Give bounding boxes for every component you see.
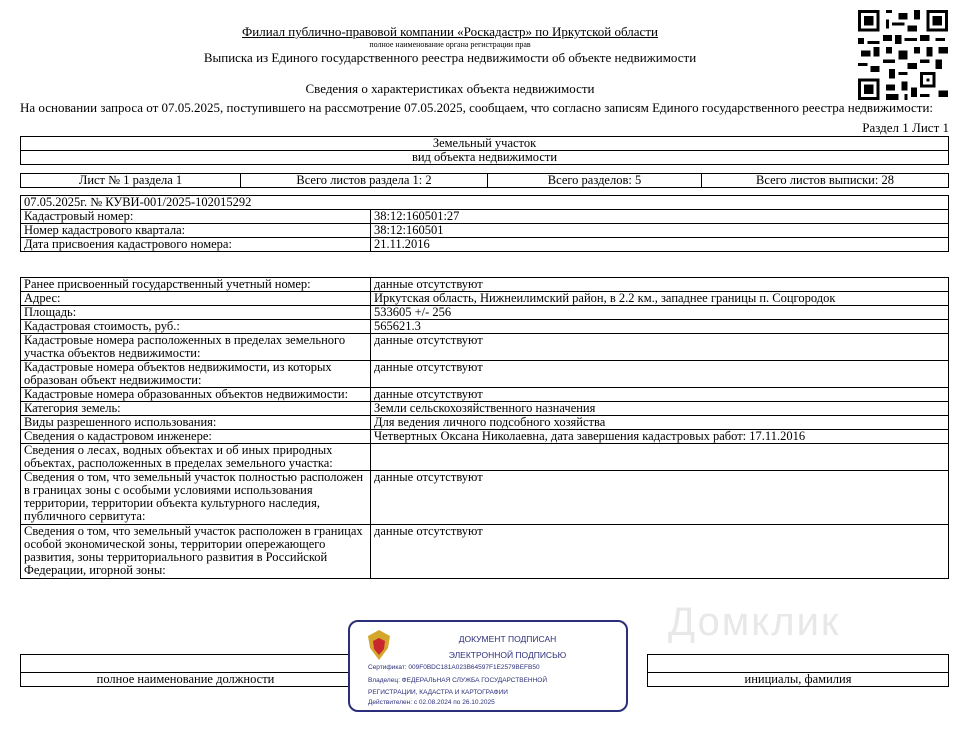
row-label: Сведения о кадастровом инженере: — [21, 430, 371, 444]
stamp-cert: Сертификат: 009F0BDC181A023B64597F1E2579BEFB50 — [368, 664, 540, 671]
qr-code — [858, 10, 948, 100]
name-caption: инициалы, фамилия — [648, 673, 949, 687]
section-title: Сведения о характеристиках объекта недвижимости — [305, 81, 595, 96]
stamp-owner2: РЕГИСТРАЦИИ, КАДАСТРА И КАРТОГРАФИИ — [368, 689, 508, 696]
row-value: 38:12:160501 — [371, 224, 949, 238]
row-label: Ранее присвоенный государственный учетный номер: — [21, 278, 371, 292]
table-row — [21, 292, 949, 306]
table-row — [21, 444, 949, 471]
table-row — [21, 210, 949, 224]
object-type: Земельный участок — [21, 137, 949, 151]
row-label: Кадастровые номера образованных объектов недвижимости: — [21, 388, 371, 402]
row-value: 38:12:160501:27 — [371, 210, 949, 224]
table-row — [21, 238, 949, 252]
row-value: данные отсутствуют — [371, 388, 949, 402]
row-value: данные отсутствуют — [371, 525, 949, 579]
sheet-ref: Раздел 1 Лист 1 — [862, 120, 949, 135]
position-caption: полное наименование должности — [21, 673, 351, 687]
row-label: Сведения о лесах, водных объектах и об иных природных объектах, расположенных в пределах земельного участка: — [21, 444, 371, 471]
table-row — [21, 361, 949, 388]
table-row — [21, 388, 949, 402]
object-type-caption: вид объекта недвижимости — [21, 151, 949, 165]
doc-number: 07.05.2025г. № КУВИ-001/2025-102015292 — [21, 196, 949, 210]
row-value: Для ведения личного подсобного хозяйства — [371, 416, 949, 430]
watermark: Домклик — [668, 600, 841, 644]
table-row — [21, 402, 949, 416]
table-row — [21, 416, 949, 430]
total-section-sheets: Всего листов раздела 1: 2 — [241, 174, 488, 188]
total-sections: Всего разделов: 5 — [488, 174, 702, 188]
stamp-line2: ЭЛЕКТРОННОЙ ПОДПИСЬЮ — [448, 650, 567, 660]
request-text: На основании запроса от 07.05.2025, поступившего на рассмотрение 07.05.2025, сообщаем, что согласно записям Единого государственного реестра недвижимости: — [20, 100, 934, 115]
row-label: Кадастровый номер: — [21, 210, 371, 224]
row-label: Адрес: — [21, 292, 371, 306]
row-value: данные отсутствуют — [371, 278, 949, 292]
ids-table — [20, 195, 949, 252]
e-signature-stamp — [348, 620, 628, 712]
row-label: Кадастровая стоимость, руб.: — [21, 320, 371, 334]
row-label: Дата присвоения кадастрового номера: — [21, 238, 371, 252]
row-label: Кадастровые номера расположенных в пределах земельного участка объектов недвижимости: — [21, 334, 371, 361]
row-value: Четвертных Оксана Николаевна, дата завершения кадастровых работ: 17.11.2016 — [371, 430, 949, 444]
extract-title: Выписка из Единого государственного реестра недвижимости об объекте недвижимости — [203, 50, 697, 65]
sheets-table — [20, 173, 949, 188]
stamp-owner1: Владелец: ФЕДЕРАЛЬНАЯ СЛУЖБА ГОСУДАРСТВЕННОЙ — [368, 677, 548, 684]
table-row — [21, 320, 949, 334]
table-row — [21, 430, 949, 444]
sheet-number: Лист № 1 раздела 1 — [21, 174, 241, 188]
row-label: Площадь: — [21, 306, 371, 320]
row-value: 21.11.2016 — [371, 238, 949, 252]
row-value: данные отсутствуют — [371, 471, 949, 525]
table-row — [21, 471, 949, 525]
row-label: Сведения о том, что земельный участок расположен в границах особой экономической зоны, территории опережающего развития, зоны территориального развития в Российской Федерации, игорной зоны: — [21, 525, 371, 579]
row-label: Категория земель: — [21, 402, 371, 416]
row-label: Виды разрешенного использования: — [21, 416, 371, 430]
row-value: 533605 +/- 256 — [371, 306, 949, 320]
stamp-line1: ДОКУМЕНТ ПОДПИСАН — [458, 634, 557, 644]
table-row — [21, 334, 949, 361]
org-name: Филиал публично-правовой компании «Роскадастр» по Иркутской области — [242, 24, 658, 39]
emblem-icon — [364, 628, 394, 662]
table-row — [21, 525, 949, 579]
table-row — [21, 278, 949, 292]
row-value — [371, 444, 949, 471]
row-value: 565621.3 — [371, 320, 949, 334]
org-caption: полное наименование органа регистрации прав — [369, 40, 531, 49]
row-label: Номер кадастрового квартала: — [21, 224, 371, 238]
table-row — [21, 306, 949, 320]
object-type-table — [20, 136, 949, 165]
row-value: Земли сельскохозяйственного назначения — [371, 402, 949, 416]
row-value: данные отсутствуют — [371, 361, 949, 388]
row-label: Кадастровые номера объектов недвижимости, из которых образован объект недвижимости: — [21, 361, 371, 388]
stamp-valid: Действителен: с 02.08.2024 по 26.10.2025 — [368, 699, 495, 706]
row-label: Сведения о том, что земельный участок полностью расположен в границах зоны с особыми условиями использования территории, территории объекта культурного наследия, публичного сервитута: — [21, 471, 371, 525]
total-extract-sheets: Всего листов выписки: 28 — [702, 174, 949, 188]
table-row — [21, 224, 949, 238]
details-table — [20, 277, 949, 579]
row-value: данные отсутствуют — [371, 334, 949, 361]
row-value: Иркутская область, Нижнеилимский район, в 2.2 км., западнее границы п. Соцгородок — [371, 292, 949, 306]
